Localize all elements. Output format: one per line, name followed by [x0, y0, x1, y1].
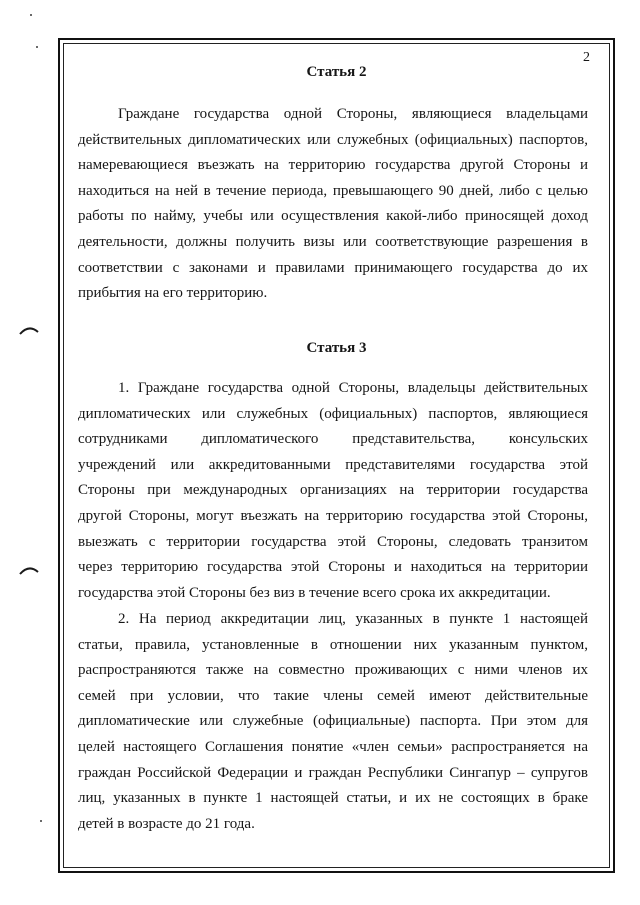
- text-line: дипломатических или служебных (официальных) паспортов, являющиеся: [78, 405, 588, 422]
- text-line: статьи, правила, установленные в отношении них указанным пунктом,: [78, 636, 588, 653]
- page-number: 2: [583, 50, 590, 65]
- text-line: выезжать с территории государства этой Стороны, следовать транзитом: [78, 533, 588, 550]
- binder-hole-mark: [18, 322, 40, 336]
- text-line: детей в возрасте до 21 года.: [78, 815, 255, 832]
- text-line: через территорию государства этой Стороны и находиться на территории: [78, 559, 588, 576]
- text-line: целей настоящего Соглашения понятие «член семьи» распространяется на: [78, 738, 588, 755]
- text-line: действительных дипломатических или служебных (официальных) паспортов,: [78, 131, 588, 148]
- text-line: сотрудниками дипломатического представительства, консульских: [78, 431, 588, 448]
- text-line: работы по найму, учебы или осуществления какой-либо приносящей доход: [78, 208, 588, 225]
- text-line: граждан Российской Федерации и граждан Республики Сингапур – супругов: [78, 764, 588, 781]
- article-3-paragraph-2: [78, 607, 588, 837]
- text-line: государства этой Стороны без виз в течение всего срока их аккредитации.: [78, 584, 551, 601]
- article-2-paragraph: [78, 102, 588, 307]
- text-line: находиться на ней в течение периода, превышающего 90 дней, либо с целью: [78, 182, 588, 199]
- text-line: соответствии с законами и правилами принимающего государства до их: [78, 259, 588, 276]
- scan-speck: [36, 46, 38, 48]
- text-line: 2. На период аккредитации лиц, указанных в пункте 1 настоящей: [118, 611, 588, 627]
- scan-speck: [30, 14, 32, 16]
- text-line: распространяются также на совместно проживающих с ними членов их: [78, 662, 588, 679]
- text-line: Стороны при международных организациях на территории государства: [78, 482, 588, 499]
- text-line: деятельности, должны получить визы или соответствующие разрешения в: [78, 233, 588, 250]
- article-3-paragraph-1: [78, 376, 588, 606]
- scan-speck: [40, 820, 42, 822]
- text-line: другой Стороны, могут въезжать на территорию государства этой Стороны,: [78, 507, 588, 524]
- text-line: прибытия на его территорию.: [78, 285, 268, 302]
- text-line: лиц, указанных в пункте 1 настоящей статьи, и их не состоящих в браке: [78, 790, 588, 807]
- text-line: намеревающиеся въезжать на территорию государства другой Стороны и: [78, 157, 588, 174]
- text-line: Граждане государства одной Стороны, являющиеся владельцами: [118, 106, 588, 122]
- text-line: учреждений или аккредитованными представителями государства этой: [78, 456, 588, 473]
- text-line: семей при условии, что такие члены семей имеют действительные: [78, 687, 588, 704]
- article-2-heading: Статья 2: [306, 64, 367, 80]
- article-3-heading: Статья 3: [306, 340, 367, 356]
- text-line: дипломатические или служебные (официальные) паспорта. При этом для: [78, 713, 588, 730]
- binder-hole-mark: [18, 562, 40, 576]
- text-line: 1. Граждане государства одной Стороны, владельцы действительных: [118, 380, 588, 396]
